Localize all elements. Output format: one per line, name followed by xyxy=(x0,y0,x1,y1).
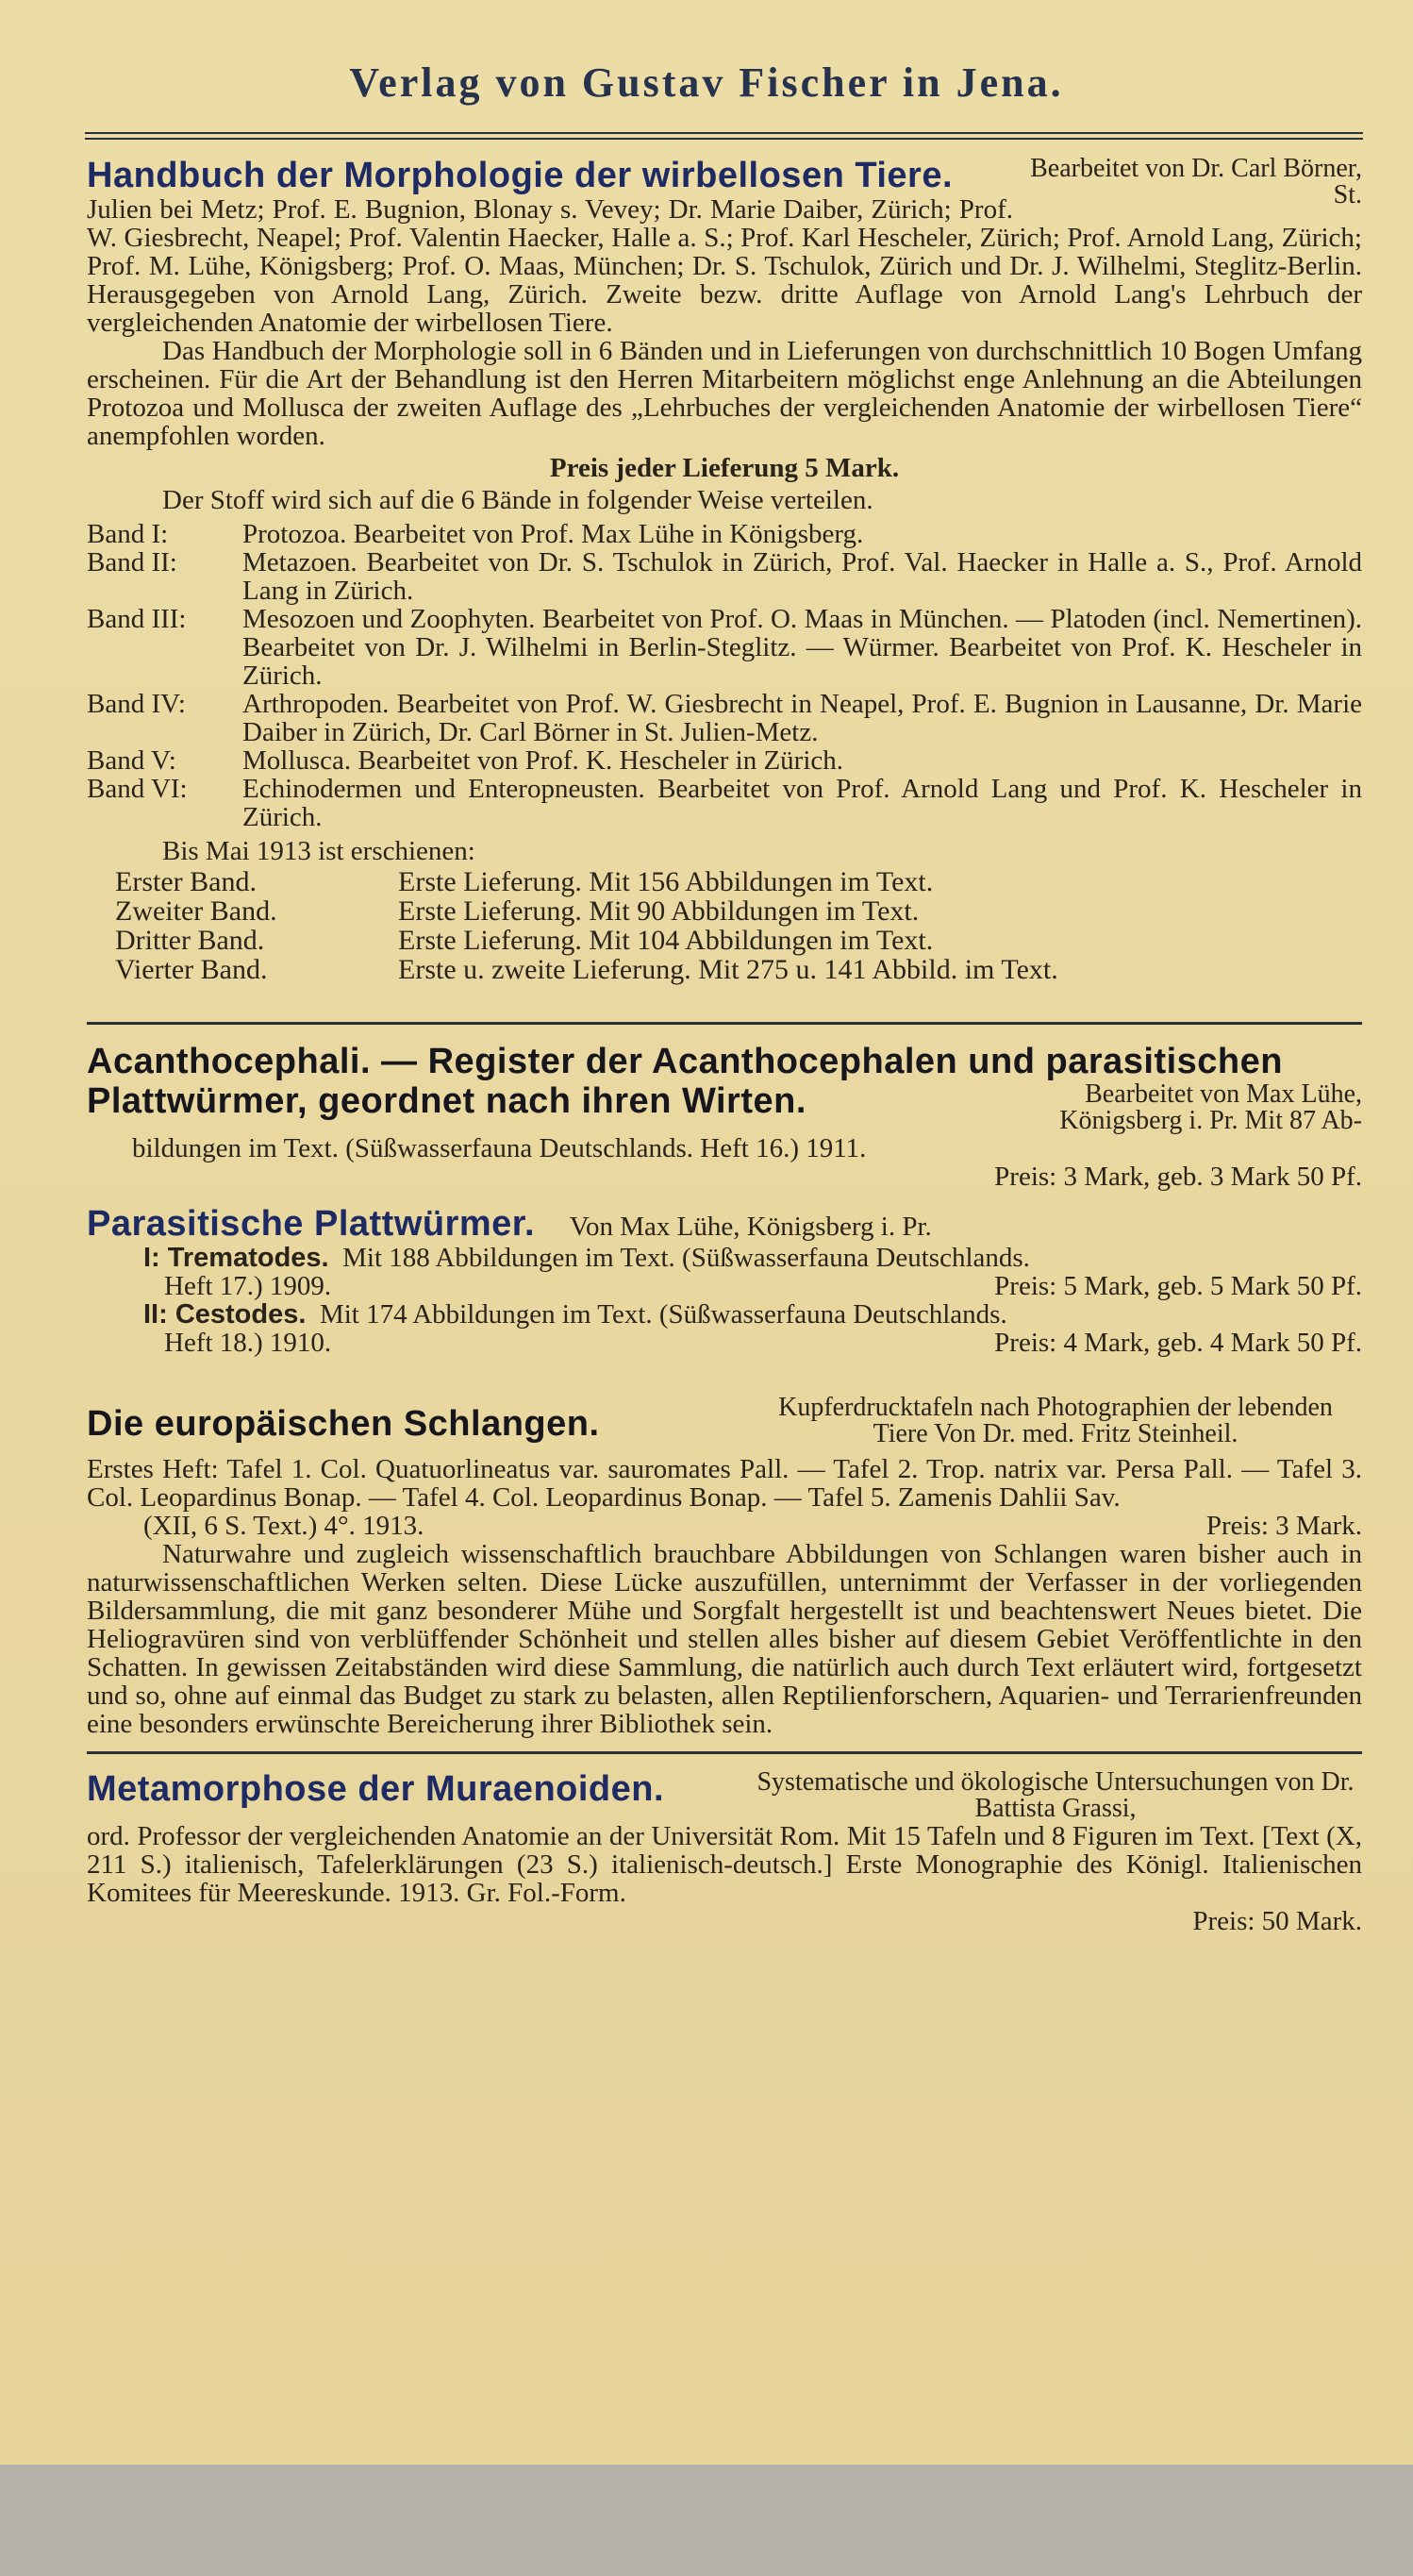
band-label: Band VI: xyxy=(87,774,188,804)
band-label: Band II: xyxy=(87,547,177,577)
band-label: Band III: xyxy=(87,604,187,634)
band-label: Band IV: xyxy=(87,689,186,719)
plattwuermer-part xyxy=(143,1244,1362,1300)
band-text: Arthropoden. Bearbeitet von Prof. W. Giesbrecht in Neapel, Prof. E. Bugnion in Lausanne, Dr. Marie Daiber in Zürich, Dr. Carl Börner in St. Julien-Metz. xyxy=(242,689,1362,747)
schlangen-format: (XII, 6 S. Text.) 4°. 1913. xyxy=(143,1511,424,1541)
published-detail: Erste Lieferung. Mit 90 Abbildungen im Text. xyxy=(398,895,920,927)
part-price: Preis: 5 Mark, geb. 5 Mark 50 Pf. xyxy=(994,1271,1362,1301)
published-volume: Dritter Band. xyxy=(115,925,265,956)
band-item xyxy=(87,548,1362,605)
published-volume: Erster Band. xyxy=(115,866,257,897)
catalog-content xyxy=(87,156,1362,1973)
band-item xyxy=(87,775,1362,831)
published-detail: Erste u. zweite Lieferung. Mit 275 u. 141 Abbild. im Text. xyxy=(398,954,1058,985)
page-binding-strip xyxy=(0,2465,1413,2576)
band-item xyxy=(87,605,1362,690)
entry-acanthocephali xyxy=(87,1042,1362,1191)
header-rule xyxy=(85,132,1363,134)
part-price: Preis: 4 Mark, geb. 4 Mark 50 Pf. xyxy=(994,1328,1362,1358)
entry-handbuch xyxy=(87,156,1362,984)
band-list xyxy=(87,520,1362,831)
handbuch-description: Das Handbuch der Morphologie soll in 6 Bänden und in Lieferungen von durchschnittlich 10 Bogen Umfang erscheinen. Für die Art der Behandlung ist den Herren Mitarbeitern möglichst enge Anlehnung an die Abteilungen Protozoa und Mollusca der zweiten Auflage des „Lehrbuches der vergleichenden Anatomie der wirbellosen Tiere“ anempfohlen worden. xyxy=(87,336,1362,451)
plattwuermer-part xyxy=(143,1300,1362,1357)
publisher-header: Verlag von Gustav Fischer in Jena. xyxy=(349,59,1064,106)
published-volume: Vierter Band. xyxy=(115,954,268,985)
published-list xyxy=(115,867,1362,984)
band-label: Band V: xyxy=(87,745,176,776)
acanthocephali-price: Preis: 3 Mark, geb. 3 Mark 50 Pf. xyxy=(994,1162,1362,1192)
acanthocephali-title-line2: Plattwürmer, geordnet nach ihren Wirten. xyxy=(87,1081,806,1121)
published-volume: Zweiter Band. xyxy=(115,895,277,927)
acanthocephali-title-line1: Acanthocephali. — Register der Acanthocephalen und parasitischen xyxy=(87,1042,1283,1081)
band-text: Mollusca. Bearbeitet von Prof. K. Hescheler in Zürich. xyxy=(242,745,844,776)
handbuch-price: Preis jeder Lieferung 5 Mark. xyxy=(549,453,900,483)
part-text: Mit 174 Abbildungen im Text. (Süßwasserfauna Deutschlands. xyxy=(319,1299,1007,1330)
part-text2: Heft 17.) 1909. xyxy=(164,1271,332,1301)
entry-muraenoiden xyxy=(87,1769,1362,1935)
section-divider xyxy=(87,1022,1362,1025)
handbuch-title: Handbuch der Morphologie der wirbellosen Tiere. xyxy=(87,156,954,195)
schlangen-description: Naturwahre und zugleich wissenschaftlich brauchbare Abbildungen von Schlangen waren bisher auch in naturwissenschaftlichen Werken selten. Diese Lücke auszufüllen, unternimmt der Verfasser in der vorliegenden Bildersammlung, die mit ganz besonderer Mühe und Sorgfalt hergestellt ist und beachtenswert Neues bietet. Die Heliogravüren sind von verblüffender Schönheit und stellen alles bisher auf diesem Gebiet Veröffentlichte in den Schatten. In gewissen Zeitabständen wird diese Sammlung, die natürlich auch durch Text erläutert wird, fortgesetzt und so, ohne auf einmal das Budget zu stark zu belasten, allen Reptilienforschern, Aquarien- und Terrarienfreunden eine besonders erwünschte Bereicherung ihrer Bibliothek sein. xyxy=(87,1539,1362,1739)
header-rule-secondary xyxy=(85,138,1363,140)
published-row xyxy=(115,867,1362,896)
published-row xyxy=(115,896,1362,926)
schlangen-heft: Erstes Heft: Tafel 1. Col. Quatuorlineatus var. sauromates Pall. — Tafel 2. Trop. natrix var. Persa Pall. — Tafel 3. Col. Leopardinus Bonap. — Tafel 4. Col. Leopardinus Bonap. — Tafel 5. Zamenis Dahlii Sav. xyxy=(87,1454,1362,1513)
published-row xyxy=(115,926,1362,955)
plattwuermer-title: Parasitische Plattwürmer. xyxy=(87,1204,536,1244)
section-divider xyxy=(87,1751,1362,1754)
part-text: Mit 188 Abbildungen im Text. (Süßwasserfauna Deutschlands. xyxy=(342,1243,1030,1273)
band-text: Echinodermen und Enteropneusten. Bearbeitet von Prof. Arnold Lang und Prof. K. Hescheler in Zürich. xyxy=(242,774,1362,832)
band-label: Band I: xyxy=(87,519,169,549)
schlangen-title: Die europäischen Schlangen. xyxy=(87,1404,600,1444)
published-row xyxy=(115,955,1362,984)
band-item xyxy=(87,520,1362,548)
acanthocephali-aside: Bearbeitet von Max Lühe, Königsberg i. Pr. Mit 87 Ab- xyxy=(1059,1079,1362,1135)
schlangen-aside: Kupferdrucktafeln nach Photographien der lebenden Tiere Von Dr. med. Fritz Steinheil. xyxy=(778,1393,1333,1448)
band-text: Protozoa. Bearbeitet von Prof. Max Lühe in Königsberg. xyxy=(242,519,864,549)
entry-schlangen xyxy=(87,1395,1362,1738)
band-item xyxy=(87,746,1362,775)
muraenoiden-price: Preis: 50 Mark. xyxy=(1192,1906,1362,1936)
handbuch-distribution: Der Stoff wird sich auf die 6 Bände in folgender Weise verteilen. xyxy=(162,485,873,515)
band-text: Mesozoen und Zoophyten. Bearbeitet von Prof. O. Maas in München. — Platoden (incl. Nemertinen). Bearbeitet von Dr. J. Wilhelmi in Berlin-Steglitz. — Würmer. Bearbeitet von Prof. K. Hescheler in Zürich. xyxy=(242,604,1362,691)
muraenoiden-title: Metamorphose der Muraenoiden. xyxy=(87,1769,665,1809)
entry-plattwuermer xyxy=(87,1204,1362,1357)
band-item xyxy=(87,690,1362,746)
handbuch-aside: Bearbeitet von Dr. Carl Börner, St. xyxy=(1030,154,1362,209)
schlangen-price: Preis: 3 Mark. xyxy=(1205,1511,1362,1541)
muraenoiden-body: ord. Professor der vergleichenden Anatomie an der Universität Rom. Mit 15 Tafeln und 8 Figuren im Text. [Text (X, 211 S.) italienisch, Tafelerklärungen (23 S.) italienisch-deutsch.] Erste Monographie des Königl. Italienischen Komitees für Meereskunde. 1913. Gr. Fol.-Form. xyxy=(87,1821,1362,1908)
published-intro: Bis Mai 1913 ist erschienen: xyxy=(162,836,475,866)
plattwuermer-author: Von Max Lühe, Königsberg i. Pr. xyxy=(569,1212,932,1242)
part-text2: Heft 18.) 1910. xyxy=(164,1328,332,1358)
acanthocephali-body: bildungen im Text. (Süßwasserfauna Deutschlands. Heft 16.) 1911. xyxy=(132,1133,867,1163)
band-text: Metazoen. Bearbeitet von Dr. S. Tschulok in Zürich, Prof. Val. Haecker in Halle a. S., Prof. Arnold Lang in Zürich. xyxy=(242,547,1362,606)
muraenoiden-aside: Systematische und ökologische Untersuchungen von Dr. Battista Grassi, xyxy=(756,1767,1355,1823)
handbuch-contributors: Julien bei Metz; Prof. E. Bugnion, Blonay s. Vevey; Dr. Marie Daiber, Zürich; Prof. W. Giesbrecht, Neapel; Prof. Valentin Haecker, Halle a. S.; Prof. Karl Hescheler, Zürich; Prof. Arnold Lang, Zürich; Prof. M. Lühe, Königsberg; Prof. O. Maas, München; Dr. S. Tschulok, Zürich und Dr. J. Wilhelmi, Steglitz-Berlin. Herausgegeben von Arnold Lang, Zürich. Zweite bezw. dritte Auflage von Arnold Lang's Lehrbuch der vergleichenden Anatomie der wirbellosen Tiere. xyxy=(87,194,1362,338)
published-detail: Erste Lieferung. Mit 104 Abbildungen im Text. xyxy=(398,925,934,956)
part-head: II: Cestodes. xyxy=(143,1299,307,1330)
published-detail: Erste Lieferung. Mit 156 Abbildungen im Text. xyxy=(398,866,934,897)
part-head: I: Trematodes. xyxy=(143,1243,329,1273)
